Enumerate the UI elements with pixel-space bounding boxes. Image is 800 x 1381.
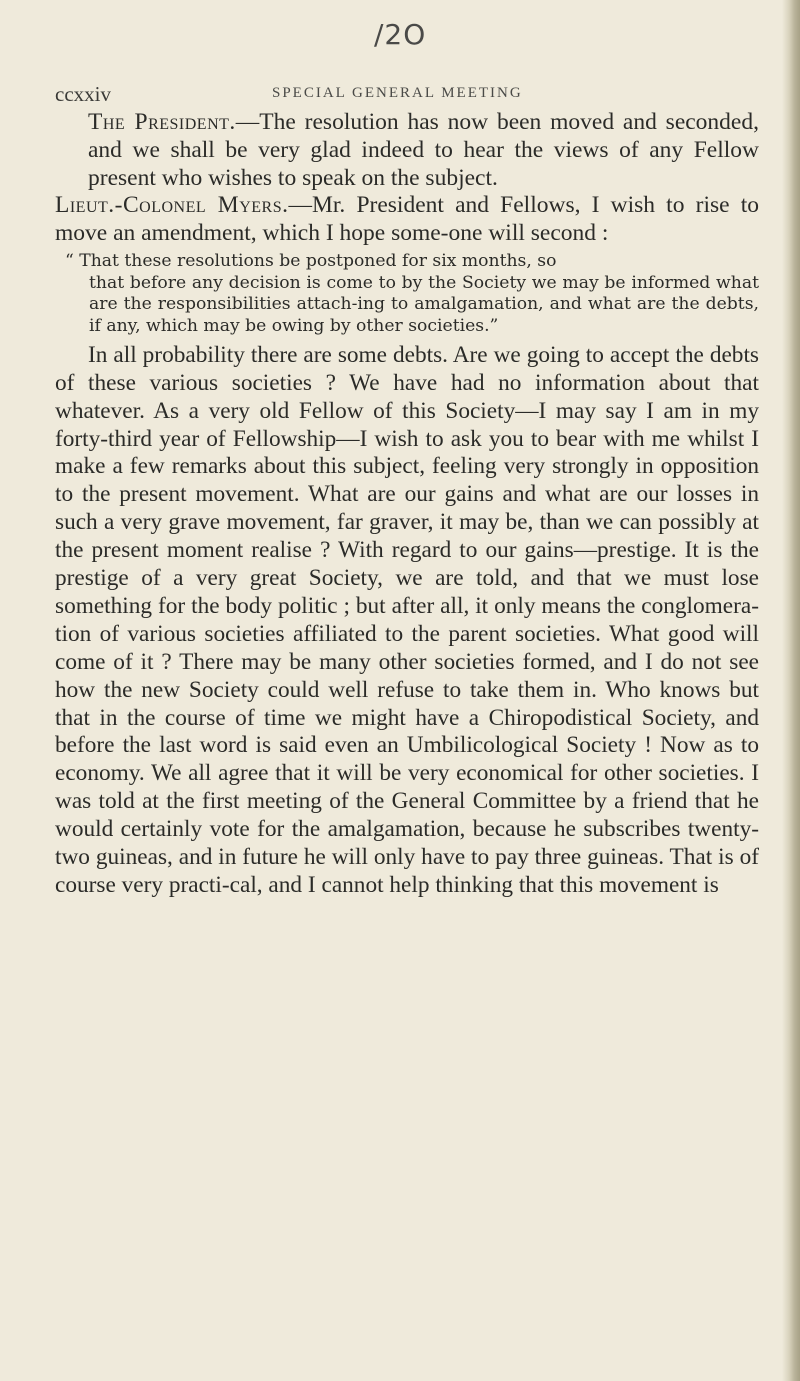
amendment-quote-body: that before any decision is come to by the Society we may be informed what are the responsibilities attach-ing to amalgamation, and what are the debts, if any, which may be owing by other societies.” <box>89 272 759 337</box>
speaker-president: The President. <box>88 109 236 135</box>
paragraph-speech: In all probability there are some debts. Are we going to accept the debts of these various societies ? We have had no information about that whatever. As a very old Fellow of this Society—I may say I am in my forty-third year of Fellowship—I wish to ask you to bear with me whilst I make a few remarks about this subject, feeling very strongly in opposition to the present movement. What are our gains and what are our losses in such a very grave movement, far graver, it may be, than we can possibly at the present moment realise ? With regard to our gains—prestige. It is the prestige of a very great Society, we are told, and that we must lose something for the body politic ; but after all, it only means the conglomera-tion of various societies affiliated to the parent societies. What good will come of it ? There may be many other societies formed, and I do not see how the new Society could well refuse to take them in. Who knows but that in the course of time we might have a Chiropodistical Society, and before the last word is said even an Umbilicological Society ! Now as to economy. We all agree that it will be very economical for other societies. I was told at the first meeting of the General Committee by a friend that he would certainly vote for the amalgamation, because he subscribes twenty-two guineas, and in future he will only have to pay three guineas. That is of course very practi-cal, and I cannot help thinking that this movement is <box>55 341 759 899</box>
speaker-colonel-myers: Lieut.-Colonel Myers. <box>55 192 289 219</box>
paragraph-colonel-myers-text: —Mr. President and Fellows, I wish to rise to move an amendment, which I hope some-one will second : <box>55 192 760 247</box>
page-edge-shadow <box>782 0 800 1381</box>
running-header <box>55 82 695 106</box>
paragraph-president <box>55 109 759 192</box>
page-number: ccxxiv <box>55 82 111 106</box>
section-title: SPECIAL GENERAL MEETING <box>272 85 523 101</box>
paragraph-president-text: —The resolution has now been moved and seconded, and we shall be very glad indeed to hear the views of any Fellow present who wishes to speak on the subject. <box>88 109 759 191</box>
body-text <box>55 109 759 900</box>
paragraph-colonel-myers <box>55 192 759 248</box>
amendment-quote-first-line: “ That these resolutions be postponed for six months, so <box>65 250 557 271</box>
amendment-quote <box>55 251 759 338</box>
handwritten-folio-mark: /2O <box>374 18 427 51</box>
